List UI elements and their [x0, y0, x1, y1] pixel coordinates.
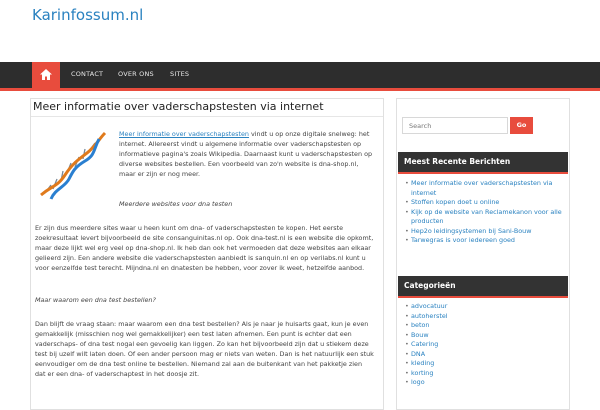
- recent-post-link[interactable]: • Meer informatie over vaderschapstesten via: [405, 179, 563, 189]
- categories-heading: Categorieën: [398, 276, 568, 296]
- recent-posts-heading: Meest Recente Berichten: [398, 152, 568, 172]
- main-navigation: [0, 62, 600, 91]
- home-icon: [39, 68, 53, 81]
- sidebar: [396, 98, 570, 410]
- categories-list: [405, 302, 563, 388]
- category-link[interactable]: • DNA: [405, 350, 563, 360]
- nav-over-ons[interactable]: OVER ONS: [118, 70, 154, 78]
- search-input[interactable]: Search: [402, 117, 508, 134]
- post-title[interactable]: Meer informatie over vaderschapstesten via internet: [33, 100, 324, 113]
- intro-paragraph: Meer informatie over vaderschapstesten vindt u op onze digitale snelweg: het internet. Allereerst vindt u algemene informatie over vaderschapstesten op informatieve pagina's zoals Wikipedia. Daarnaast kunt u vaderschapstesten op diverse websites bestellen. Een voorbeeld van zo'n website is dna-shop.nl, maar er zijn er nog meer.: [119, 130, 373, 178]
- home-button[interactable]: [32, 62, 60, 88]
- recent-post-link[interactable]: • Stoffen kopen doet u online: [405, 198, 563, 208]
- category-link[interactable]: • beton: [405, 321, 563, 331]
- title-divider: [31, 116, 383, 117]
- category-link[interactable]: • logo: [405, 378, 563, 388]
- category-link[interactable]: • advocatuur: [405, 302, 563, 312]
- recent-posts-list: [405, 179, 563, 246]
- recent-post-link[interactable]: • Tarwegras is voor iedereen goed: [405, 236, 563, 246]
- category-link[interactable]: • kleding: [405, 359, 563, 369]
- site-title[interactable]: Karinfossum.nl: [32, 6, 144, 24]
- categories-accent: [398, 296, 568, 298]
- paragraph-websites: Er zijn dus meerdere sites waar u heen kunt om dna- of vaderschapstesten te kopen. Het eerste zoekresultaat levert bijvoorbeeld de site consanguinitas.nl op. Ook dna-test.nl is een website die opkomt, maar deze lijkt wel erg veel op dna-shop.nl. Ik heb dan ook het vermoeden dat deze websites aan elkaar gelieerd zijn. Een andere website die vaderschapstesten aanbiedt is sanquin.nl en op verilabs.nl kunt u voor eenzelfde test terecht. Mijndna.nl en dnatesten be hebben, voor zover ik weet, hetzelfde aanbod.: [35, 224, 374, 272]
- recent-posts-accent: [398, 172, 568, 174]
- category-link[interactable]: • korting: [405, 369, 563, 379]
- recent-post-link-continued[interactable]: producten: [411, 217, 444, 225]
- post-article: [30, 98, 384, 410]
- recent-post-link[interactable]: • Kijk op de website van Reclamekanon voor alle: [405, 208, 563, 218]
- subheading-websites: Meerdere websites voor dna testen: [119, 200, 233, 208]
- intro-link[interactable]: Meer informatie over vaderschapstesten: [119, 130, 249, 138]
- recent-post-link[interactable]: • Hep2o leidingsystemen bij Sani-Bouw: [405, 227, 563, 237]
- paragraph-why: Dan blijft de vraag staan: maar waarom een dna test bestellen? Als je naar je huisarts gaat, kun je even gemakkelijk (misschien nog wel gemakkelijker) een test laten afnemen. Een punt is echter dat een vaderschaps- of dna test nogal een gevoelig kan liggen. Zo kan het bijvoorbeeld zijn dat u stiekem deze test bij uzelf wilt laten doen. Of een ander persoon mag er niets van weten. Dan is het natuurlijk een stuk eenvoudiger om de dna test online te bestellen. Niemand zal aan de buitenkant van het pakketje zien dat er een dna- of vaderschaptest in het doosje zit.: [35, 320, 374, 378]
- dna-helix-image: [39, 129, 109, 201]
- category-link[interactable]: • autoherstel: [405, 312, 563, 322]
- subheading-why: Maar waarom een dna test bestellen?: [35, 296, 156, 304]
- nav-sites[interactable]: SITES: [170, 70, 190, 78]
- recent-post-link-continued[interactable]: internet: [411, 188, 437, 197]
- category-link[interactable]: • Bouw: [405, 331, 563, 341]
- search-go-button[interactable]: Go: [510, 117, 533, 134]
- category-link[interactable]: • Catering: [405, 340, 563, 350]
- nav-contact[interactable]: CONTACT: [71, 70, 104, 78]
